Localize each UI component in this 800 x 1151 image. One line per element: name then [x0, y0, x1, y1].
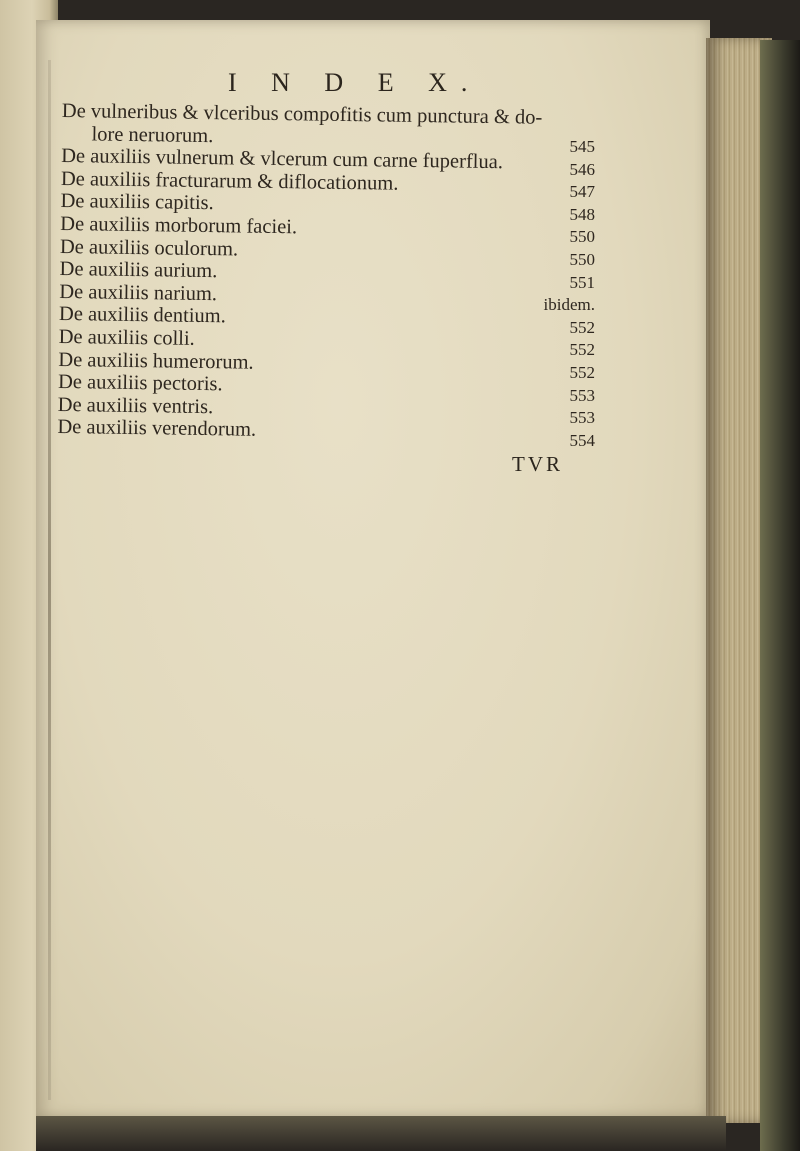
gutter-shadow: [48, 60, 51, 1100]
entry-text: De auxiliis ventris.: [57, 393, 214, 418]
page-number: 552: [569, 317, 595, 337]
background-right: [760, 40, 800, 1151]
page-number: 554: [569, 430, 595, 450]
entry-text: De auxiliis colli.: [58, 325, 195, 350]
entry-text: De auxiliis capitis.: [60, 190, 214, 215]
page-number: 553: [569, 408, 595, 428]
page-number: 547: [569, 182, 595, 202]
page-number: ibidem.: [543, 295, 595, 315]
page-number: 550: [569, 227, 595, 247]
page-number: 553: [569, 385, 595, 405]
entry-text: De auxiliis verendorum.: [57, 416, 257, 442]
page-number: 551: [569, 272, 595, 292]
page-number: 552: [569, 362, 595, 382]
entry-text: De auxiliis humerorum.: [58, 348, 254, 374]
entry-text: De auxiliis fracturarum & diflocationum.: [60, 167, 399, 195]
page-number: 552: [569, 340, 595, 360]
background-bottom: [36, 1116, 726, 1151]
entry-text: De auxiliis dentium.: [58, 303, 226, 328]
entry-text: De auxiliis pectoris.: [57, 371, 223, 396]
entry-text: De auxiliis aurium.: [59, 258, 218, 283]
catchword: TVR: [512, 452, 563, 476]
entry-text-continuation: lore neruorum.: [91, 123, 214, 147]
entry-text: De vulneribus & vlceribus compofitis cum punctura & do-: [61, 100, 543, 129]
entry-text: De auxiliis morborum faciei.: [60, 212, 298, 239]
page-number: 550: [569, 249, 595, 269]
page-number: 546: [569, 159, 595, 179]
entry-text: De auxiliis oculorum.: [59, 235, 239, 261]
page-number: 548: [569, 204, 595, 224]
page-header: I N D E X.: [228, 68, 482, 97]
entry-text: De auxiliis narium.: [59, 280, 218, 305]
page-number: 545: [569, 137, 595, 156]
entry-text: De auxiliis vulnerum & vlcerum cum carne fuperflua.: [61, 145, 504, 174]
page-number-column: [505, 136, 595, 452]
